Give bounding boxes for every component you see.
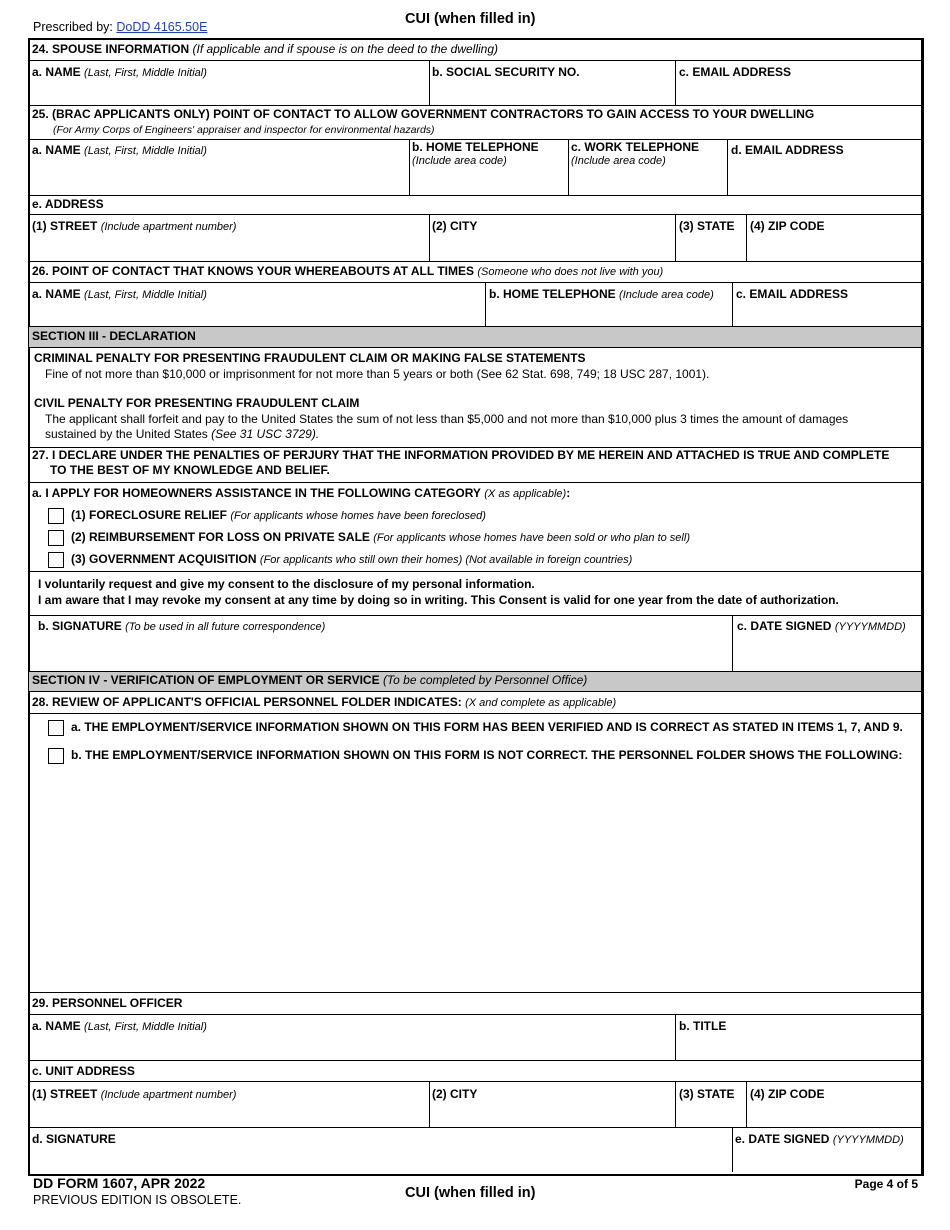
poc-name-field[interactable]: a. NAME (Last, First, Middle Initial) [32, 143, 207, 157]
poc-street-field[interactable]: (1) STREET (Include apartment number) [32, 219, 237, 233]
foreclosure-checkbox[interactable] [48, 508, 64, 524]
item28-title: 28. REVIEW OF APPLICANT'S OFFICIAL PERSONNEL FOLDER INDICATES: (X and complete as applicable) [32, 695, 617, 709]
prescribed-link[interactable]: DoDD 4165.50E [116, 20, 208, 34]
unit-street-field[interactable]: (1) STREET (Include apartment number) [32, 1087, 237, 1101]
cui-header: CUI (when filled in) [405, 11, 536, 27]
unit-state-field[interactable]: (3) STATE [679, 1087, 735, 1101]
item25-title: 25. (BRAC APPLICANTS ONLY) POINT OF CONTACT TO ALLOW GOVERNMENT CONTRACTORS TO GAIN ACCESS TO YOUR DWELLING [32, 107, 815, 121]
consent-line2: I am aware that I may revoke my consent at any time by doing so in writing. This Consent is valid for one year from the date of authorization. [38, 593, 839, 607]
section4-title: SECTION IV - VERIFICATION OF EMPLOYMENT OR SERVICE (To be completed by Personnel Office) [32, 673, 588, 687]
poc-address-label: e. ADDRESS [32, 197, 104, 211]
declaration-line1: 27. I DECLARE UNDER THE PENALTIES OF PERJURY THAT THE INFORMATION PROVIDED BY ME HEREIN AND ATTACHED IS TRUE AND COMPLETE [32, 448, 890, 462]
declaration-line2: TO THE BEST OF MY KNOWLEDGE AND BELIEF. [50, 463, 330, 477]
item24-title: 24. SPOUSE INFORMATION (If applicable and if spouse is on the deed to the dwelling) [32, 42, 499, 56]
criminal-penalty-text: Fine of not more than $10,000 or imprisonment for not more than 5 years or both (See 62 Stat. 698, 749; 18 USC 287, 1001). [45, 367, 710, 381]
section3-title: SECTION III - DECLARATION [32, 329, 196, 343]
unit-zip-field[interactable]: (4) ZIP CODE [750, 1087, 825, 1101]
contact-email-field[interactable]: c. EMAIL ADDRESS [736, 287, 849, 301]
item25-subtitle: (For Army Corps of Engineers' appraiser and inspector for environmental hazards) [53, 124, 435, 136]
poc-state-field[interactable]: (3) STATE [679, 219, 735, 233]
item26-title: 26. POINT OF CONTACT THAT KNOWS YOUR WHEREABOUTS AT ALL TIMES (Someone who does not live with you) [32, 264, 664, 278]
contact-name-field[interactable]: a. NAME (Last, First, Middle Initial) [32, 287, 207, 301]
officer-signature-field[interactable]: d. SIGNATURE [32, 1132, 116, 1146]
poc-work-phone-field[interactable]: c. WORK TELEPHONE (Include area code) [571, 140, 700, 167]
civil-penalty-title: CIVIL PENALTY FOR PRESENTING FRAUDULENT CLAIM [34, 396, 360, 410]
verified-option: a. THE EMPLOYMENT/SERVICE INFORMATION SHOWN ON THIS FORM HAS BEEN VERIFIED AND IS CORRECT AS STATED IN ITEMS 1, 7, AND 9. [71, 720, 903, 734]
officer-title-field[interactable]: b. TITLE [679, 1019, 727, 1033]
contact-home-phone-field[interactable]: b. HOME TELEPHONE (Include area code) [489, 287, 714, 301]
criminal-penalty-title: CRIMINAL PENALTY FOR PRESENTING FRAUDULENT CLAIM OR MAKING FALSE STATEMENTS [34, 351, 586, 365]
not-correct-option: b. THE EMPLOYMENT/SERVICE INFORMATION SHOWN ON THIS FORM IS NOT CORRECT. THE PERSONNEL FOLDER SHOWS THE FOLLOWING: [71, 748, 903, 762]
applicant-signature-field[interactable]: b. SIGNATURE (To be used in all future correspondence) [38, 619, 326, 633]
spouse-ssn-field[interactable]: b. SOCIAL SECURITY NO. [432, 65, 580, 79]
applicant-date-field[interactable]: c. DATE SIGNED (YYYYMMDD) [737, 619, 906, 633]
government-acquisition-option: (3) GOVERNMENT ACQUISITION (For applicants who still own their homes) (Not available in foreign countries) [71, 552, 633, 566]
spouse-email-field[interactable]: c. EMAIL ADDRESS [679, 65, 792, 79]
prescribed-label: Prescribed by: [33, 20, 113, 34]
reimbursement-option: (2) REIMBURSEMENT FOR LOSS ON PRIVATE SALE (For applicants whose homes have been sold or who plan to sell) [71, 530, 690, 544]
spouse-name-field[interactable]: a. NAME (Last, First, Middle Initial) [32, 65, 207, 79]
not-correct-checkbox[interactable] [48, 748, 64, 764]
civil-penalty-text: The applicant shall forfeit and pay to the United States the sum of not less than $5,000 and not more than $10,000 plus 3 times the amount of damages sustained by the United States (See 31 USC 3729). [45, 412, 849, 441]
personnel-folder-notes-area[interactable] [70, 770, 910, 985]
prescribed-by [33, 20, 207, 34]
poc-home-phone-field[interactable]: b. HOME TELEPHONE (Include area code) [412, 140, 539, 167]
form-number: DD FORM 1607, APR 2022 [33, 1175, 206, 1191]
officer-date-field[interactable]: e. DATE SIGNED (YYYYMMDD) [735, 1132, 904, 1146]
unit-address-label: c. UNIT ADDRESS [32, 1064, 135, 1078]
poc-zip-field[interactable]: (4) ZIP CODE [750, 219, 825, 233]
officer-name-field[interactable]: a. NAME (Last, First, Middle Initial) [32, 1019, 207, 1033]
previous-edition-note: PREVIOUS EDITION IS OBSOLETE. [33, 1193, 242, 1207]
verified-checkbox[interactable] [48, 720, 64, 736]
cui-footer: CUI (when filled in) [405, 1185, 536, 1201]
page-number: Page 4 of 5 [854, 1177, 918, 1191]
government-acquisition-checkbox[interactable] [48, 552, 64, 568]
foreclosure-option: (1) FORECLOSURE RELIEF (For applicants whose homes have been foreclosed) [71, 508, 486, 522]
consent-line1: I voluntarily request and give my consent to the disclosure of my personal information. [38, 577, 535, 591]
unit-city-field[interactable]: (2) CITY [432, 1087, 478, 1101]
poc-city-field[interactable]: (2) CITY [432, 219, 478, 233]
reimbursement-checkbox[interactable] [48, 530, 64, 546]
apply-category-label: a. I APPLY FOR HOMEOWNERS ASSISTANCE IN THE FOLLOWING CATEGORY (X as applicable): [32, 486, 571, 500]
poc-email-field[interactable]: d. EMAIL ADDRESS [731, 143, 844, 157]
item29-title: 29. PERSONNEL OFFICER [32, 996, 183, 1010]
